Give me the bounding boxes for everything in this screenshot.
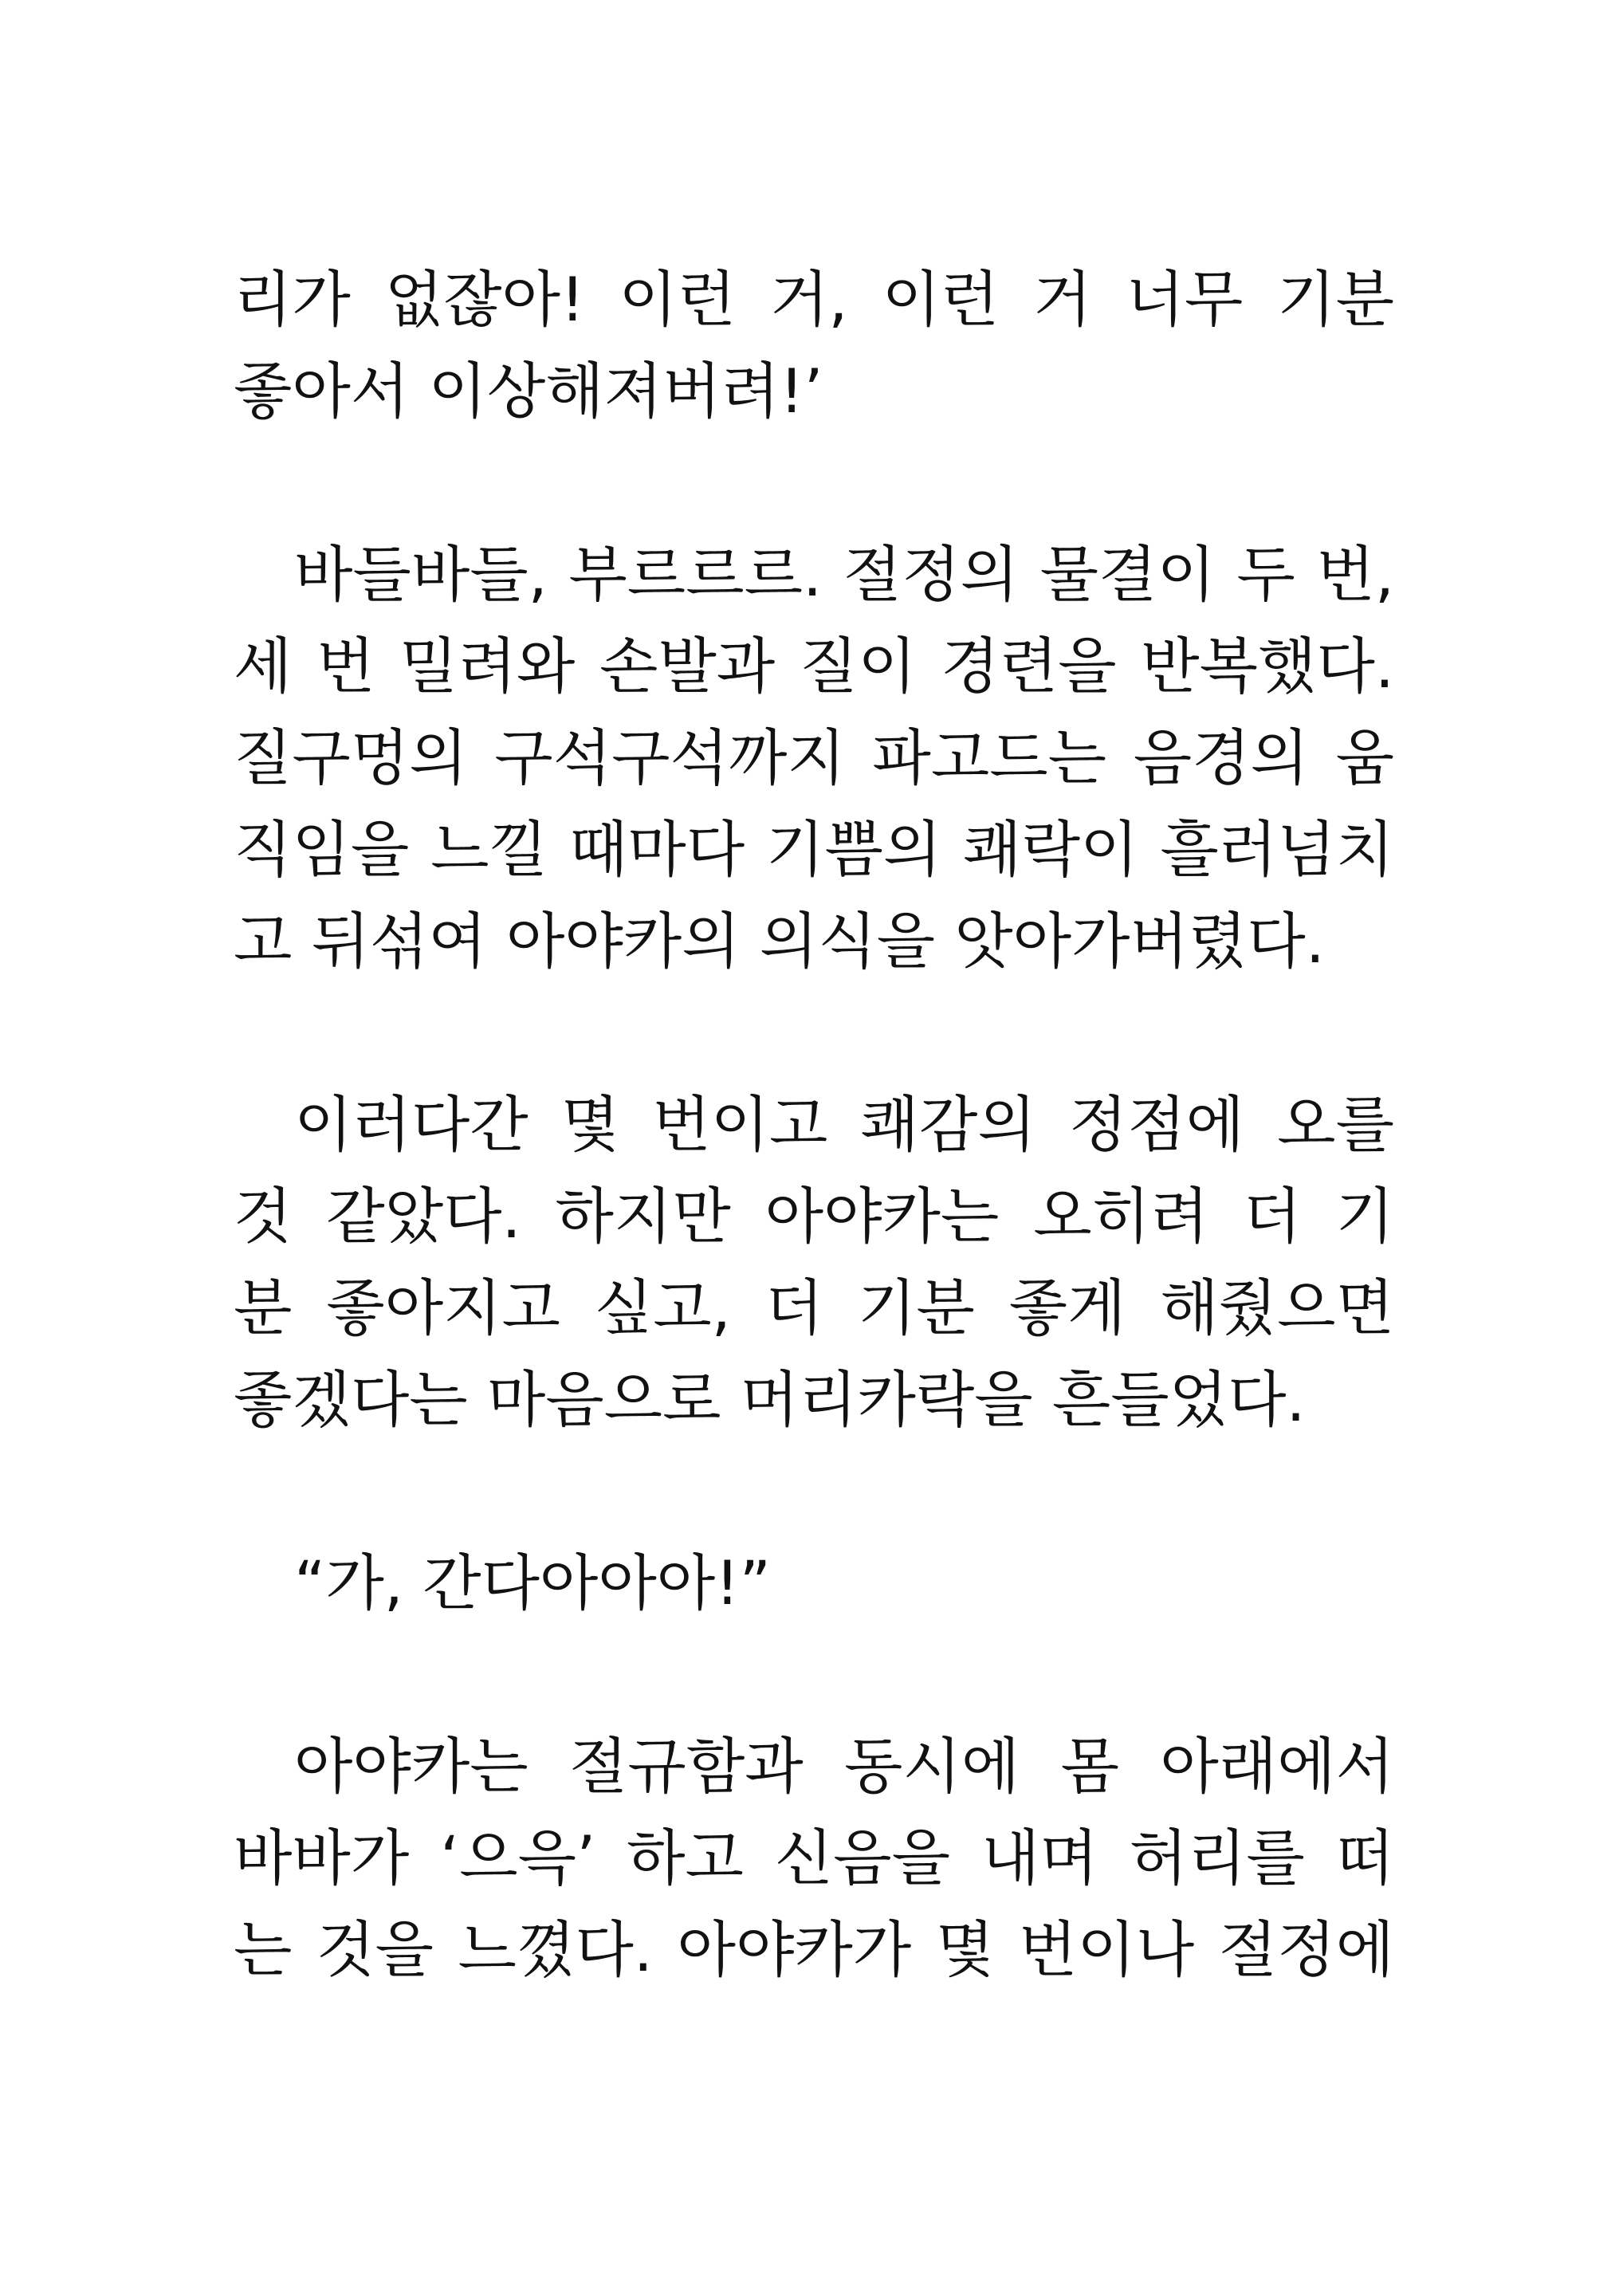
text-line: 좋겠다는 마음으로 머리카락을 흔들었다. xyxy=(234,1364,1306,1435)
dialogue-line: “가, 간다아아아!” xyxy=(294,1547,772,1618)
text-line: 바들바들, 부르르르. 절정의 물결이 두 번, xyxy=(294,539,1394,610)
text-line: 좋아서 이상해져버려!’ xyxy=(234,356,823,427)
paragraph-gap xyxy=(234,1445,1394,1537)
paragraph-gap xyxy=(234,437,1394,529)
text-line: 고 뒤섞여 아야카의 의식을 앗아가버렸다. xyxy=(234,906,1325,977)
text-line: 이러다간 몇 번이고 쾌감의 정점에 오를 xyxy=(294,1089,1394,1160)
text-line: 직임을 느낄 때마다 기쁨의 쾌락이 흘러넘치 xyxy=(234,814,1394,885)
paragraph-gap xyxy=(234,987,1394,1079)
text-line: 아야카는 절규함과 동시에 몸 아래에서 xyxy=(294,1731,1394,1802)
text-line: 리가 없잖아! 이런 거, 이런 거 너무 기분 xyxy=(234,264,1394,335)
text-line: 는 것을 느꼈다. 아야카가 몇 번이나 절정에 xyxy=(234,1914,1394,1985)
text-line: 세 번 밀려와 손발과 질이 경련을 반복했다. xyxy=(234,631,1394,702)
text-line: 질구멍의 구석구석까지 파고드는 음경의 움 xyxy=(234,722,1394,793)
text-line: 분 좋아지고 싶고, 더 기분 좋게 해줬으면 xyxy=(234,1272,1394,1343)
text-line: 바바가 ‘으윽’ 하고 신음을 내며 허리를 떠 xyxy=(234,1822,1394,1893)
paragraph-gap xyxy=(234,1629,1394,1720)
body-text xyxy=(234,254,1394,1995)
text-line: 것 같았다. 하지만 아야카는 오히려 더 기 xyxy=(234,1181,1394,1252)
